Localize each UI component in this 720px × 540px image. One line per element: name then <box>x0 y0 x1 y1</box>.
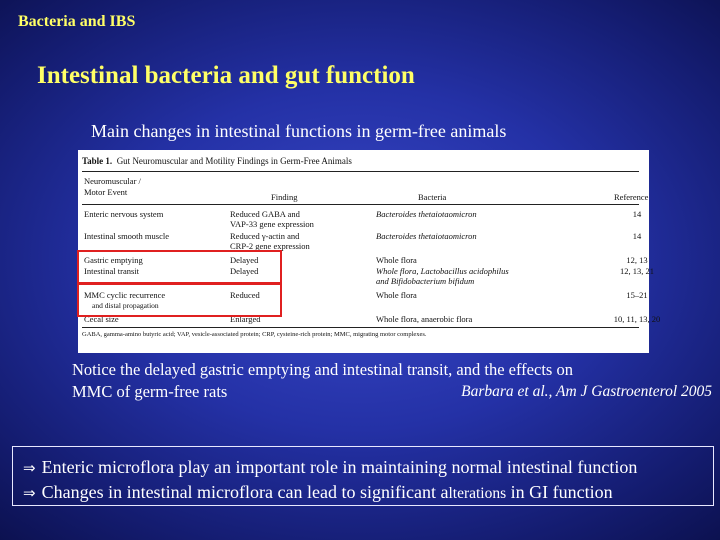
cell-event: Intestinal smooth muscle <box>84 231 169 241</box>
cell-event: Enteric nervous system <box>84 209 164 219</box>
cell-finding: Enlarged <box>230 314 261 324</box>
cell-event: Intestinal transit <box>84 266 140 276</box>
header-event-line2: Motor Event <box>84 187 128 197</box>
cell-bacteria: Whole flora, anaerobic flora <box>376 314 473 324</box>
table-footnote: GABA, gamma-amino butyric acid; VAP, vesicle-associated protein; CRP, cysteine-rich protein; MMC, migrating motor complexes. <box>82 331 427 338</box>
implies-arrow-icon: ⇒ <box>23 484 36 502</box>
cell-bacteria: Whole flora <box>376 290 417 300</box>
conclusion-text-start: Changes in intestinal microflora can lead to significant a <box>41 482 449 502</box>
cell-bacteria: Bacteroides thetaiotaomicron <box>376 231 477 241</box>
conclusion-line-1 <box>23 457 637 478</box>
conclusion-text-small: lterations <box>448 485 507 502</box>
header-event-line1: Neuromuscular / <box>84 176 141 186</box>
table-rule-header <box>82 204 639 205</box>
cell-event: MMC cyclic recurrence <box>84 290 166 300</box>
cell-finding: Reduced γ-actin and <box>230 231 300 241</box>
implies-arrow-icon: ⇒ <box>23 459 36 477</box>
conclusion-box <box>12 446 714 506</box>
cell-bacteria: Whole flora, Lactobacillus acidophilus <box>376 266 509 276</box>
header-bacteria: Bacteria <box>418 192 447 202</box>
cell-finding: CRP-2 gene expression <box>230 241 310 251</box>
cell-finding: Delayed <box>230 255 259 265</box>
cell-reference: 14 <box>632 209 642 219</box>
header-reference: Reference <box>614 192 649 202</box>
citation: Barbara et al., Am J Gastroenterol 2005 <box>461 383 712 400</box>
cell-event: Cecal size <box>84 314 119 324</box>
cell-finding: VAP-33 gene expression <box>230 219 314 229</box>
header-label: Bacteria and IBS <box>18 13 136 30</box>
cell-reference: 10, 11, 13, 20 <box>613 314 661 324</box>
cell-reference: 15–21 <box>626 290 648 300</box>
highlight-box-gastric-transit <box>77 250 282 284</box>
notice-line-2: MMC of germ-free rats <box>72 382 228 401</box>
table-rule-bottom <box>82 327 639 328</box>
cell-finding: Delayed <box>230 266 259 276</box>
cell-bacteria: Whole flora <box>376 255 417 265</box>
cell-reference: 14 <box>632 231 642 241</box>
table-label: Table 1. <box>82 156 113 166</box>
cell-event: and distal propagation <box>92 301 159 310</box>
highlight-box-mmc <box>77 283 282 317</box>
cell-bacteria: Bacteroides thetaiotaomicron <box>376 209 477 219</box>
cell-reference: 12, 13 <box>626 255 648 265</box>
table-title <box>82 156 352 166</box>
conclusion-line-2 <box>23 482 613 503</box>
cell-finding: Reduced <box>230 290 260 300</box>
table-title-text: Gut Neuromuscular and Motility Findings in Germ-Free Animals <box>116 156 352 166</box>
table-caption: Main changes in intestinal functions in germ-free animals <box>91 121 507 141</box>
cell-finding: Reduced GABA and <box>230 209 300 219</box>
cell-reference: 12, 13, 21 <box>620 266 654 276</box>
table-figure <box>78 150 661 353</box>
header-finding: Finding <box>271 192 298 202</box>
conclusion-text-end: in GI function <box>506 482 613 502</box>
cell-event: Gastric emptying <box>84 255 143 265</box>
conclusion-text: Enteric microflora play an important role in maintaining normal intestinal function <box>41 457 638 477</box>
notice-line-1: Notice the delayed gastric emptying and intestinal transit, and the effects on <box>72 360 573 379</box>
cell-bacteria: and Bifidobacterium bifidum <box>376 276 475 286</box>
table-rule-top <box>82 171 639 172</box>
slide-title: Intestinal bacteria and gut function <box>37 62 415 89</box>
